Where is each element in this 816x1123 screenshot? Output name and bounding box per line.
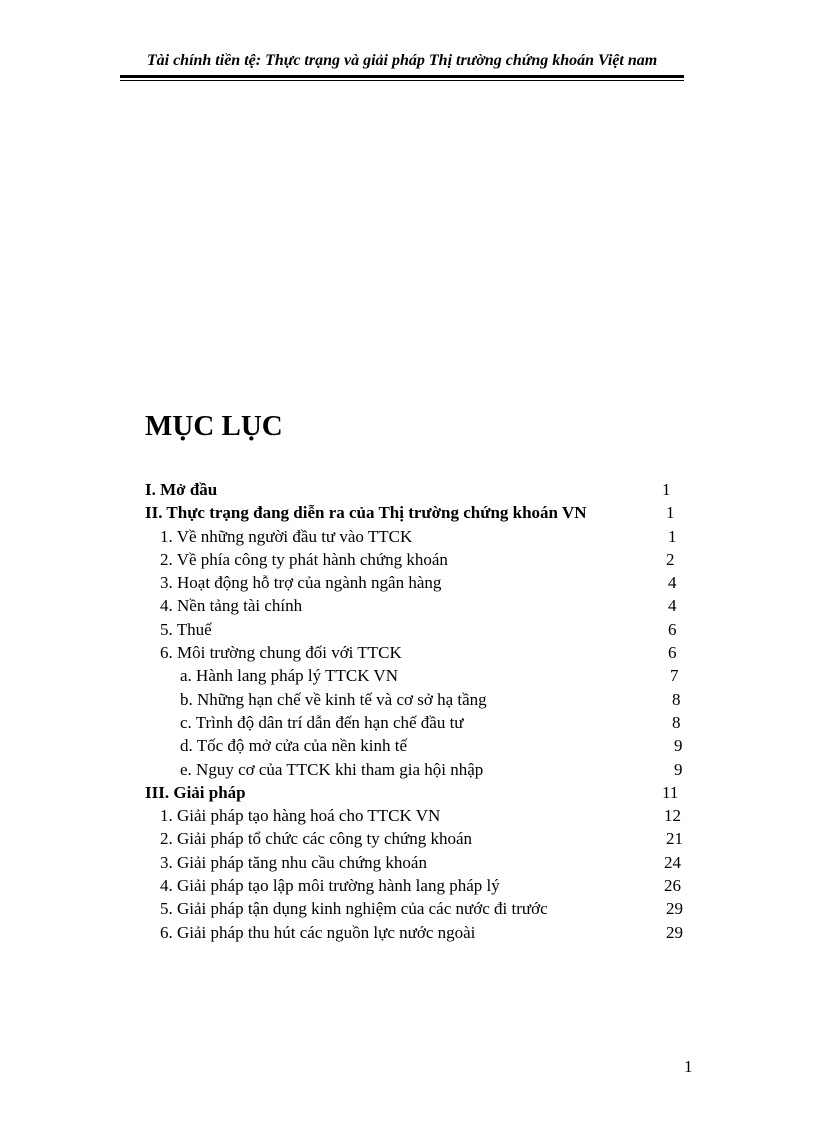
toc-entry-label: 1. Về những người đầu tư vào TTCK xyxy=(160,526,413,546)
table-of-contents xyxy=(0,478,816,944)
toc-entry[interactable] xyxy=(0,804,816,827)
toc-entry-page: 1 xyxy=(662,480,671,499)
toc-entry-page: 4 xyxy=(668,596,677,616)
toc-entry-page: 7 xyxy=(670,666,679,686)
toc-entry-label: II. Thực trạng đang diễn ra của Thị trường chứng khoán VN xyxy=(145,503,587,523)
toc-entry-label: I. Mở đầu xyxy=(145,480,218,499)
toc-entry[interactable] xyxy=(0,501,816,524)
toc-entry[interactable] xyxy=(0,594,816,617)
toc-title: MỤC LỤC xyxy=(145,410,283,442)
toc-entry-page: 8 xyxy=(672,712,681,732)
toc-entry[interactable] xyxy=(0,548,816,571)
toc-entry-label: 5. Giải pháp tận dụng kinh nghiệm của các nước đi trước xyxy=(160,899,548,919)
toc-entry[interactable] xyxy=(0,618,816,641)
toc-entry-page: 4 xyxy=(668,573,677,593)
toc-entry[interactable] xyxy=(0,664,816,687)
toc-entry-label: III. Giải pháp xyxy=(145,782,246,802)
toc-entry[interactable] xyxy=(0,525,816,548)
toc-entry[interactable] xyxy=(0,711,816,734)
toc-entry-label: d. Tốc độ mở cửa của nền kinh tế xyxy=(180,736,408,756)
toc-entry-page: 26 xyxy=(664,876,681,896)
toc-entry-page: 1 xyxy=(666,503,675,523)
toc-entry-label: 3. Giải pháp tăng nhu cầu chứng khoán xyxy=(160,852,427,872)
toc-entry-page: 9 xyxy=(674,736,683,756)
toc-entry-page: 9 xyxy=(674,759,683,779)
header-rule-thin xyxy=(120,80,684,81)
toc-entry-page: 21 xyxy=(666,829,683,849)
toc-entry-page: 6 xyxy=(668,619,677,639)
toc-entry[interactable] xyxy=(0,734,816,757)
toc-entry-label: 4. Giải pháp tạo lập môi trường hành lang pháp lý xyxy=(160,876,500,896)
toc-entry[interactable] xyxy=(0,641,816,664)
toc-entry-page: 29 xyxy=(666,922,683,942)
toc-entry-label: b. Những hạn chế về kinh tế và cơ sở hạ tầng xyxy=(180,689,487,709)
toc-entry-label: 6. Môi trường chung đối với TTCK xyxy=(160,643,402,663)
toc-entry-page: 12 xyxy=(664,806,681,826)
toc-entry-label: 5. Thuế xyxy=(160,619,212,639)
page-number: 1 xyxy=(684,1057,693,1076)
running-header: Tài chính tiền tệ: Thực trạng và giải pháp Thị trường chứng khoán Việt nam xyxy=(146,52,658,69)
toc-entry-label: 3. Hoạt động hỗ trợ của ngành ngân hàng xyxy=(160,573,442,593)
toc-entry-label: 2. Giải pháp tổ chức các công ty chứng khoán xyxy=(160,829,473,849)
toc-entry-label: 2. Về phía công ty phát hành chứng khoán xyxy=(160,549,448,569)
toc-entry-label: e. Nguy cơ của TTCK khi tham gia hội nhập xyxy=(180,759,484,779)
toc-entry-page: 29 xyxy=(666,899,683,919)
toc-entry[interactable] xyxy=(0,851,816,874)
toc-entry[interactable] xyxy=(0,827,816,850)
toc-entry-label: c. Trình độ dân trí dẫn đến hạn chế đầu tư xyxy=(180,712,464,732)
toc-entry[interactable] xyxy=(0,758,816,781)
toc-entry-label: 1. Giải pháp tạo hàng hoá cho TTCK VN xyxy=(160,806,441,826)
toc-entry-page: 11 xyxy=(662,782,679,802)
toc-entry-page: 2 xyxy=(666,549,675,569)
toc-entry[interactable] xyxy=(0,571,816,594)
toc-entry[interactable] xyxy=(0,478,816,501)
toc-entry[interactable] xyxy=(0,921,816,944)
toc-entry[interactable] xyxy=(0,897,816,920)
toc-entry[interactable] xyxy=(0,874,816,897)
toc-entry[interactable] xyxy=(0,781,816,804)
toc-entry-page: 8 xyxy=(672,689,681,709)
header-rule xyxy=(120,75,684,78)
toc-entry-label: 4. Nền tảng tài chính xyxy=(160,596,303,616)
toc-entry-label: 6. Giải pháp thu hút các nguồn lực nước ngoài xyxy=(160,922,476,942)
toc-entry-label: a. Hành lang pháp lý TTCK VN xyxy=(180,666,398,686)
toc-entry-page: 6 xyxy=(668,643,677,663)
toc-entry-page: 24 xyxy=(664,852,681,872)
toc-entry[interactable] xyxy=(0,688,816,711)
toc-entry-page: 1 xyxy=(668,526,677,546)
